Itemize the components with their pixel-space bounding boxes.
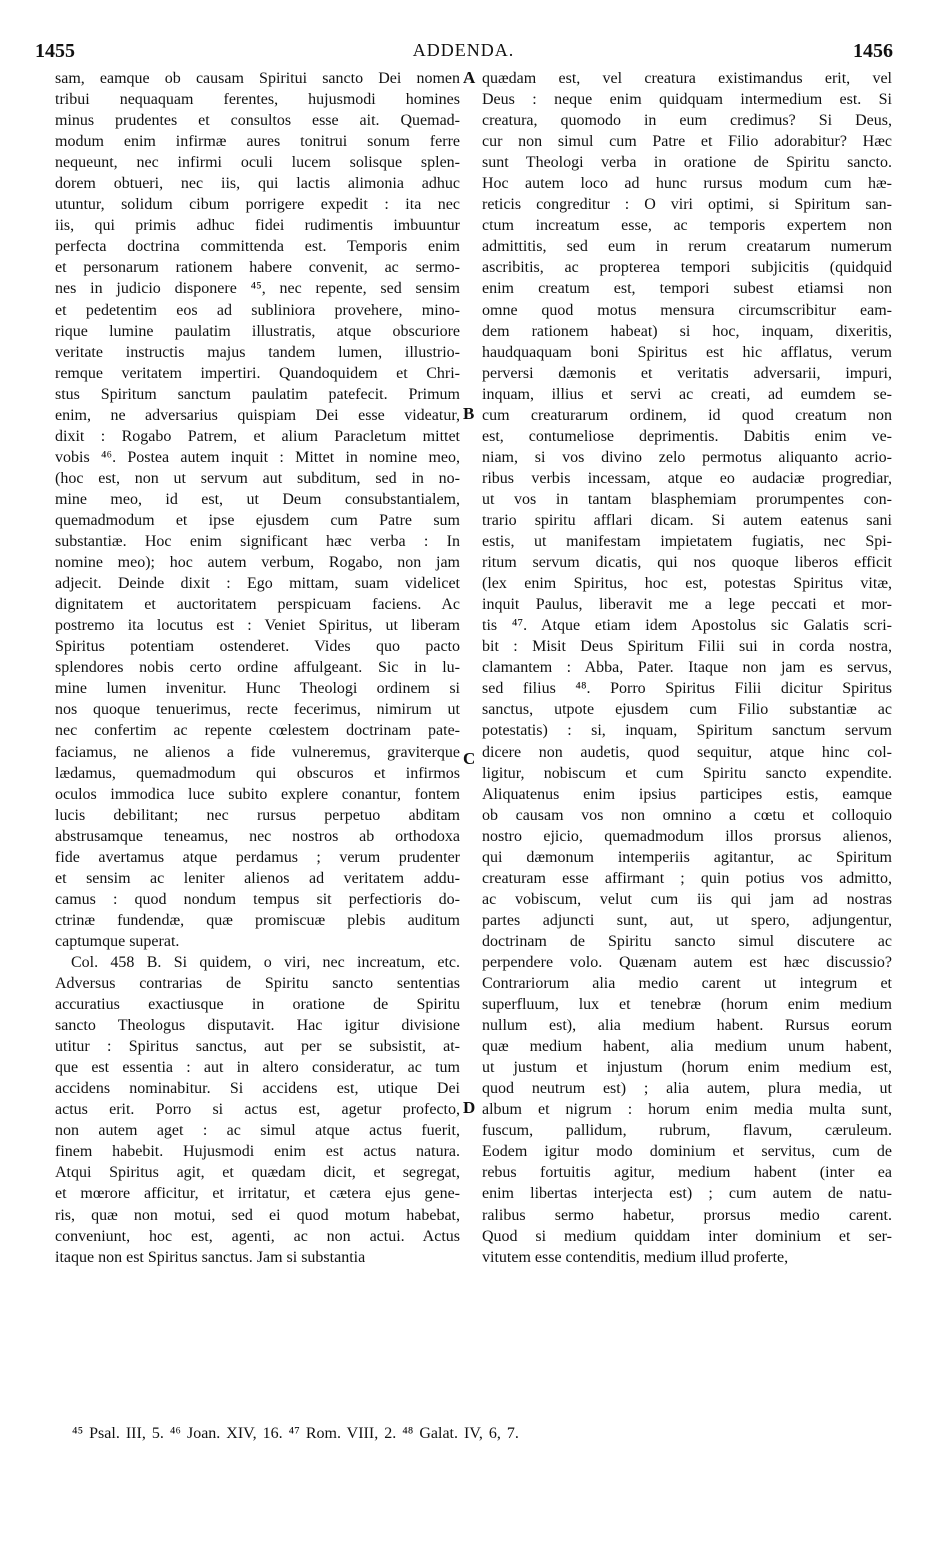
text-line: vitutem esse contenditis, medium illud proferte, xyxy=(482,1248,789,1266)
text-line: omne quod motus mensura circumscribitur eam- xyxy=(482,301,892,319)
text-line: actus erit. Porro si actus est, agetur profecto, xyxy=(55,1101,460,1119)
text-line: cur non simul cum Patre et Filio adorabitur? Hæc xyxy=(482,133,892,151)
text-line: nomine meo); hoc autem verbum, Rogabo, non jam xyxy=(55,554,460,572)
text-line: ascribitis, ac propterea tempori subjicitis (quidquid xyxy=(482,259,892,277)
text-line: vobis ⁴⁶. Postea autem inquit : Mittet in nomine meo, xyxy=(55,448,460,466)
text-line: (lex enim Spiritus, hoc est, potestas Spiritus vitæ, xyxy=(482,575,892,593)
text-line: mine lumen invenitur. Hunc Theologi ordinem si xyxy=(55,680,460,698)
text-line: Adversus contrarias de Spiritu sancto sententias xyxy=(55,975,460,993)
text-line: cum creaturarum ordinem, id quod creatum non xyxy=(482,406,892,424)
text-line: finem habebit. Hujusmodi enim est actus natura. xyxy=(55,1143,460,1161)
text-line: remque veritatem impertiri. Quandoquidem et Chri- xyxy=(55,364,460,382)
text-line: quæ medium habent, alia medium unum habent, xyxy=(482,1038,892,1056)
text-line: utuntur, solidum cibum porrigere expedit : ita nec xyxy=(55,196,460,214)
text-line: nos quoque tenuerimus, recte fecerimus, nimirum ut xyxy=(55,701,460,719)
text-line: adjecit. Deinde dixit : Ego mittam, suam videlicet xyxy=(55,575,460,593)
text-line: admittitis, sed eum in rerum creatarum numerum xyxy=(482,238,892,256)
text-line: enim libertas interjecta est) ; cum autem de natu- xyxy=(482,1185,892,1203)
text-line: qui dæmonum intemperiis agitantur, ac Spiritum xyxy=(482,848,892,866)
text-line: estis, ut manifestam impietatem fugiatis, nec Spi- xyxy=(482,533,892,551)
text-line: et pedetentim eos ad subliniora provehere, mino- xyxy=(55,301,460,319)
text-line: (hoc est, non ut servum aut subditum, sed in no- xyxy=(55,469,460,487)
text-line: rebus fortuitis agitur, medium habent (inter ea xyxy=(482,1164,892,1182)
text-line: substantiæ. Hoc enim significant hæc verba : In xyxy=(55,533,460,551)
text-line: sam, eamque ob causam Spiritui sancto Dei nomen xyxy=(55,70,460,87)
text-line: doctrinam de Spiritu sancto simul discutere ac xyxy=(482,932,892,950)
text-line: nequeunt, nec infirmi oculi lucem solisque splen- xyxy=(55,154,460,172)
text-line: et sensim ac leniter alienos ad veritatem addu- xyxy=(55,869,460,887)
text-line: fide avertamus atque perdamus ; verum prudenter xyxy=(55,848,460,866)
text-line: dixit : Rogabo Patrem, et alium Paracletum mittet xyxy=(55,427,460,445)
text-line: conveniunt, hoc est, agenti, ac non actui. Actus xyxy=(55,1227,460,1245)
text-line: inquam, illius et servi ac creati, ad eumdem se- xyxy=(482,385,892,403)
running-head-title: ADDENDA. xyxy=(412,40,515,60)
text-line: captumque superat. xyxy=(55,932,180,950)
text-line: itaque non est Spiritus sanctus. Jam si substantia xyxy=(55,1248,366,1266)
text-line: postremo ita locutus est : Veniet Spiritus, ut liberam xyxy=(55,617,460,635)
text-line: nullum est), alia medium habent. Rursus eorum xyxy=(482,1017,892,1035)
text-line: perpendere volo. Quænam autem est hæc discussio? xyxy=(482,953,892,971)
text-line: sunt Theologi verba in oratione de Spiritu sancto. xyxy=(482,154,892,172)
text-line: enim, ne adversarius quispiam Dei esse videatur, xyxy=(55,406,460,424)
text-line: ctrinæ fundendæ, quæ promiscuæ plebis auditum xyxy=(55,911,460,929)
text-line: nec confertim ac repente cœlestem doctrinam pate- xyxy=(55,722,460,740)
text-line: dicere non audetis, quod sequitur, atque hinc col- xyxy=(482,743,892,761)
text-line: mine meo, id est, ut Deum consubstantialem, xyxy=(55,490,460,508)
text-line: ac vobiscum, velut cum iis qui jam ad nostras xyxy=(482,890,892,908)
text-line: ut justum et injustum (horum enim medium est, xyxy=(482,1059,892,1077)
text-line: nostro ejicio, quemadmodum illos prorsus alienos, xyxy=(482,827,892,845)
page-number-right: 1456 xyxy=(853,40,893,62)
margin-marker-c: C xyxy=(463,749,476,768)
text-line: ritum servum dicatis, qui nos quoque liberos efficit xyxy=(482,554,892,572)
text-line: sed filius ⁴⁸. Porro Spiritus Filii dicitur Spiritus xyxy=(482,680,892,698)
page-header xyxy=(0,40,927,64)
text-line: et mœrore afficitur, et irritatur, et cætera ejus gene- xyxy=(55,1185,460,1203)
text-line: sanctus, utpote ejusdem cum Filio substantiæ ac xyxy=(482,701,892,719)
text-line: modum enim infirmæ aures tonitrui sonum ferre xyxy=(55,133,460,151)
margin-marker-a: A xyxy=(463,68,476,87)
text-line: Eodem igitur modo dominium et servitus, cum de xyxy=(482,1143,892,1161)
text-line: perversi dæmonis et veritatis adversarii, impuri, xyxy=(482,364,892,382)
text-line: faciamus, ne alienos a fide vulneremus, graviterque xyxy=(55,743,460,761)
text-line: perfecta doctrina committenda est. Temporis enim xyxy=(55,238,460,256)
text-line: album et nigrum : horum enim media multa sunt, xyxy=(482,1101,892,1119)
text-line: accidens nominabitur. Si accidens est, utique Dei xyxy=(55,1080,460,1098)
text-line: Deus : neque enim quidquam intermedium est. Si xyxy=(482,91,892,109)
text-line: utitur : Spiritus sanctus, aut per se subsistit, at- xyxy=(55,1038,460,1056)
text-line: potestatis) : si, inquam, Spiritum sanctum servum xyxy=(482,722,892,740)
text-line: veritate instructis majus tandem lumen, illustrio- xyxy=(55,343,460,361)
text-line: lædamus, quemadmodum qui obscuros et infirmos xyxy=(55,764,460,782)
text-line: trario spiritu afflari dicam. Si autem eatenus sani xyxy=(482,511,892,529)
text-line: haudquaquam boni Spiritus est hic afflatus, verum xyxy=(482,343,892,361)
text-line: lucis debilitant; nec rursus perpetuo abditam xyxy=(55,806,460,824)
text-line: dignitatem et auctoritatem perspicuam faciens. Ac xyxy=(55,596,460,614)
text-line: splendores nobis certo ordine affulgeant. Sic in lu- xyxy=(55,659,460,677)
text-line: enim creatum est, tempori subest etiamsi non xyxy=(482,280,892,298)
text-line: ris, quæ non motui, sed ei quod motum habebat, xyxy=(55,1206,460,1224)
text-line: Spiritus potentiam ostenderet. Vides quo pacto xyxy=(55,638,460,656)
text-line: et personarum rationem habere convenit, ac sermo- xyxy=(55,259,460,277)
text-line: non autem aget : ac simul atque actus fuerit, xyxy=(55,1122,460,1140)
margin-marker-d: D xyxy=(463,1098,476,1117)
text-line: ralibus sermo habetur, prorsus medio carent. xyxy=(482,1206,892,1224)
text-line: Aliquatenus enim ipsius participes estis, eamque xyxy=(482,785,892,803)
text-line: Col. 458 B. Si quidem, o viri, nec increatum, etc. xyxy=(71,953,460,971)
text-line: niam, si vos divino zelo permotus aliquanto acrio- xyxy=(482,448,892,466)
text-line: quod neutrum est) ; alia autem, plura media, ut xyxy=(482,1080,892,1098)
text-line: creatura, quomodo in eum credimus? Si Deus, xyxy=(482,112,892,130)
page-number-left: 1455 xyxy=(35,40,75,62)
text-line: minus prudentes et consultos esse ait. Quemad- xyxy=(55,112,460,130)
text-line: clamantem : Abba, Pater. Itaque non jam es servus, xyxy=(482,659,892,677)
text-line: est, contumeliose deprimentis. Dabitis enim ve- xyxy=(482,427,892,445)
text-line: bit : Misit Deus Spiritum Filii sui in corda nostra, xyxy=(482,638,892,656)
text-line: camus : quod nondum tempus sit perfectioris do- xyxy=(55,890,460,908)
text-line: ligitur, nobiscum et cum Spiritu sancto expendite. xyxy=(482,764,892,782)
text-line: partes adjuncti sunt, aut, ut spero, adjungentur, xyxy=(482,911,892,929)
text-line: dem rationem habeat) si hoc, inquam, dixeritis, xyxy=(482,322,892,340)
text-line: superfluum, lux et tenebræ (horum enim medium xyxy=(482,996,892,1014)
text-line: Hoc autem loco ad hunc rursus modum cum hæ- xyxy=(482,175,892,193)
text-line: nes in judicio disponere ⁴⁵, nec repente, sed sensim xyxy=(55,280,460,298)
text-line: iis, qui primis adhuc fidei rudimentis imbuuntur xyxy=(55,217,460,235)
text-line: tis ⁴⁷. Atque etiam idem Apostolus sic Galatis scri- xyxy=(482,617,892,635)
text-line: ob causam vos non omnino a cœtu et colloquio xyxy=(482,806,892,824)
text-line: Quod si medium quiddam inter dominium et ser- xyxy=(482,1227,892,1245)
margin-marker-b: B xyxy=(463,404,475,423)
text-line: reticis congreditur : O viri optimi, si Spiritum san- xyxy=(482,196,892,214)
text-line: sancto Theologus disputavit. Hac igitur divisione xyxy=(55,1017,460,1035)
text-line: oculos immodica luce subito explere conantur, fontem xyxy=(55,785,460,803)
text-line: creaturam esse affirmant ; quin potius vos admitto, xyxy=(482,869,892,887)
text-line: dorem obtueri, nec iis, qui lactis alimonia adhuc xyxy=(55,175,460,193)
right-text-column xyxy=(482,68,892,1268)
text-line: abstrusamque teneamus, nec nostros ab orthodoxa xyxy=(55,827,460,845)
text-line: que est essentia : aut in altero consideratur, ac tum xyxy=(55,1059,460,1077)
text-line: stus Spiritum sanctum paulatim patefecit. Primum xyxy=(55,385,460,403)
text-line: accuratius exactiusque in oratione de Spiritu xyxy=(55,996,460,1014)
text-line: ribus verbis incessam, atque eo audaciæ progrediar, xyxy=(482,469,892,487)
text-line: inquit Paulus, liberavit me a lege peccati et mor- xyxy=(482,596,892,614)
text-line: rique lumine paulatim illustratis, atque obscuriore xyxy=(55,322,460,340)
left-text-column xyxy=(55,68,460,1268)
text-line: tribui nequaquam ferentes, hujusmodi homines xyxy=(55,91,460,109)
text-line: Contrariorum alia medio carent ut integrum et xyxy=(482,975,892,993)
text-line: ctum increatum esse, ac temporis expertem non xyxy=(482,217,892,235)
text-line: Atqui Spiritus agit, et quædam dicit, et segregat, xyxy=(55,1164,460,1182)
text-line: quædam est, vel creatura existimandus erit, vel xyxy=(482,70,892,87)
text-line: ut vos in tantam blasphemiam prorumpentes con- xyxy=(482,490,892,508)
footnotes: ⁴⁵ Psal. III, 5. ⁴⁶ Joan. XIV, 16. ⁴⁷ Rom. VIII, 2. ⁴⁸ Galat. IV, 6, 7. xyxy=(72,1425,519,1442)
text-line: quemadmodum et ipse ejusdem cum Patre sum xyxy=(55,511,460,529)
text-line: fuscum, pallidum, rubrum, flavum, cæruleum. xyxy=(482,1122,892,1140)
